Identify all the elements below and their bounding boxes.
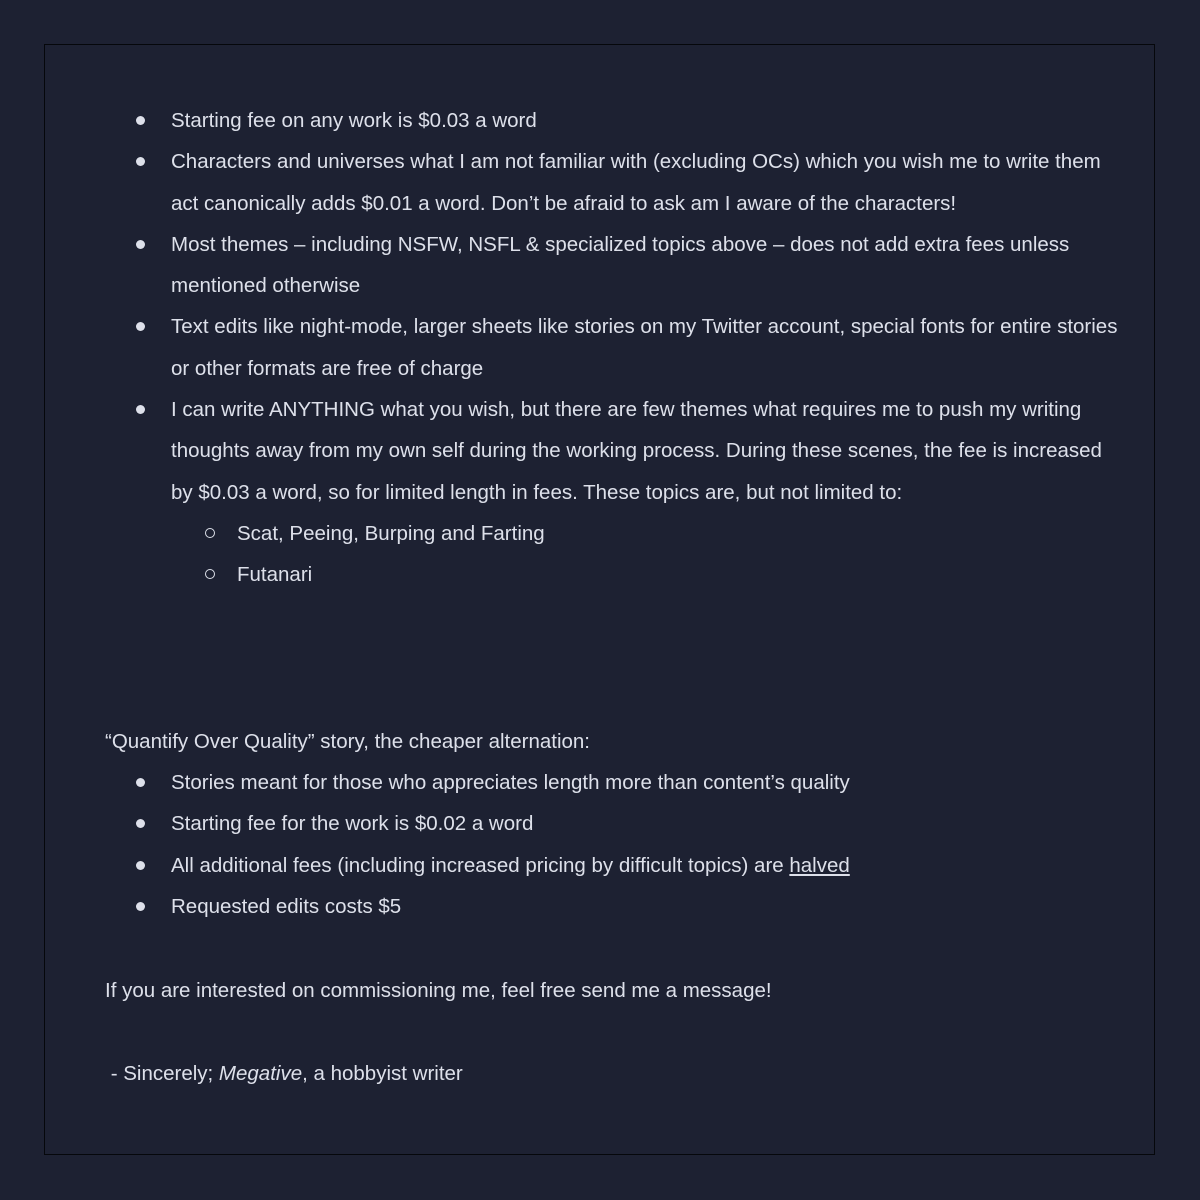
bullet-icon bbox=[136, 819, 145, 828]
list-item: Requested edits costs $5 bbox=[171, 886, 1126, 927]
qoq-list bbox=[171, 762, 1126, 927]
list-item: Starting fee on any work is $0.03 a word bbox=[171, 100, 1126, 141]
list-item: I can write ANYTHING what you wish, but there are few themes what requires me to push my writing thoughts away from my own self during the working process. During these scenes, the fee is increased by $0.03 a word, so for limited length in fees. These topics are, but not limited to: Scat, Peeing, Burping and Farting Futanari bbox=[171, 389, 1126, 595]
pricing-list bbox=[171, 100, 1126, 596]
bullet-icon bbox=[136, 405, 145, 414]
list-item: Stories meant for those who appreciates length more than content’s quality bbox=[171, 762, 1126, 803]
hollow-bullet-icon bbox=[205, 569, 215, 579]
bullet-icon bbox=[136, 902, 145, 911]
list-item: Text edits like night-mode, larger sheets like stories on my Twitter account, special fonts for entire stories or other formats are free of charge bbox=[171, 306, 1126, 389]
hollow-bullet-icon bbox=[205, 528, 215, 538]
bullet-icon bbox=[136, 157, 145, 166]
qoq-heading: “Quantify Over Quality” story, the cheaper alternation: bbox=[105, 730, 591, 753]
signature: - Sincerely; Megative, a hobbyist writer bbox=[105, 1062, 463, 1085]
bullet-icon bbox=[136, 240, 145, 249]
document-page bbox=[44, 44, 1155, 1155]
list-item: Starting fee for the work is $0.02 a word bbox=[171, 803, 1126, 844]
list-item: All additional fees (including increased pricing by difficult topics) are halved bbox=[171, 845, 1126, 886]
closing-message: If you are interested on commissioning me, feel free send me a message! bbox=[105, 979, 772, 1002]
sublist-item: Scat, Peeing, Burping and Farting bbox=[237, 513, 1126, 554]
list-item: Most themes – including NSFW, NSFL & specialized topics above – does not add extra fees unless mentioned otherwise bbox=[171, 224, 1126, 307]
bullet-icon bbox=[136, 861, 145, 870]
topics-sublist bbox=[171, 513, 1126, 596]
bullet-icon bbox=[136, 322, 145, 331]
list-item: Characters and universes what I am not familiar with (excluding OCs) which you wish me to write them act canonically adds $0.01 a word. Don’t be afraid to ask am I aware of the characters! bbox=[171, 141, 1126, 224]
author-name: Megative bbox=[218, 1062, 303, 1085]
halved-underlined: halved bbox=[789, 853, 850, 877]
sublist-item: Futanari bbox=[237, 554, 1126, 595]
bullet-icon bbox=[136, 116, 145, 125]
bullet-icon bbox=[136, 778, 145, 787]
